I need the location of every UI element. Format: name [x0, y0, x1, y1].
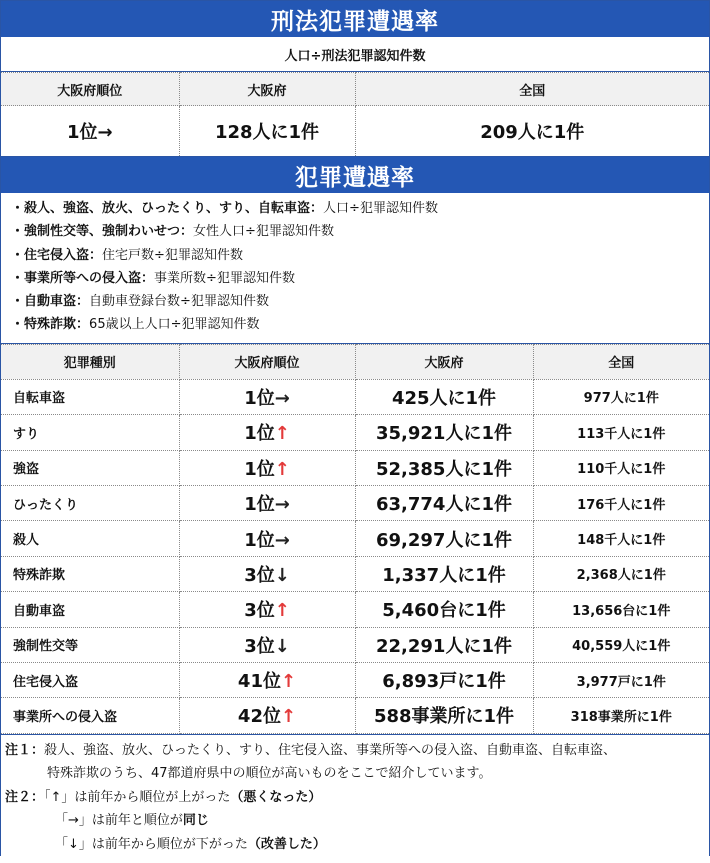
footnotes	[1, 734, 709, 857]
definition-sep: ：	[310, 201, 324, 216]
definition-term: 住宅侵入盗	[24, 247, 90, 263]
section2-title: 犯罪遭遇率	[1, 157, 709, 193]
definition-item	[11, 290, 709, 313]
rank-value: 1位	[244, 423, 275, 445]
osaka-value: 63,774人に1件	[355, 485, 533, 520]
rank-arrow-icon: ↑	[280, 706, 297, 728]
category-cell: すり	[1, 415, 179, 450]
osaka-value: 1,337人に1件	[355, 556, 533, 591]
definition-item	[11, 220, 709, 243]
definition-desc: 住宅戸数÷犯罪認知件数	[102, 247, 243, 263]
table-row	[1, 662, 709, 697]
rank-value: 3位	[244, 635, 275, 657]
osaka-value: 69,297人に1件	[355, 521, 533, 556]
definition-bullet: ・	[11, 270, 25, 286]
national-value: 113千人に1件	[533, 415, 709, 450]
note2-up-text: 「↑」は前年から順位が上がった	[44, 789, 231, 805]
definition-term: 殺人、強盗、放火、ひったくり、すり、自転車盗	[24, 201, 311, 216]
definition-term: 事業所等への侵入盗	[24, 270, 142, 286]
table-row	[1, 592, 709, 627]
header-osaka-rank: 大阪府順位	[1, 73, 179, 106]
note2-flat-text: 「→」は前年と順位が	[55, 813, 183, 829]
definition-desc: 人口÷犯罪認知件数	[323, 201, 438, 216]
rank-cell	[179, 556, 355, 591]
table-row	[1, 415, 709, 450]
osaka-value: 425人に1件	[355, 379, 533, 414]
definition-bullet: ・	[11, 224, 25, 240]
rank-cell	[179, 662, 355, 697]
table-row	[1, 556, 709, 591]
category-cell: ひったくり	[1, 485, 179, 520]
section1-rank: 1位	[66, 122, 98, 143]
rank-cell	[179, 521, 355, 556]
header-national: 全国	[533, 344, 709, 379]
osaka-value: 6,893戸に1件	[355, 662, 533, 697]
definition-term: 自動車盗	[24, 294, 77, 310]
category-cell: 自動車盗	[1, 592, 179, 627]
definition-term: 特殊詐欺	[24, 317, 77, 333]
table-row	[1, 485, 709, 520]
section1-value-row	[1, 106, 709, 157]
table-row	[1, 379, 709, 414]
rank-arrow-icon: ↑	[280, 671, 297, 693]
category-cell: 事業所への侵入盗	[1, 698, 179, 733]
section1-table	[1, 72, 709, 156]
rank-cell	[179, 592, 355, 627]
definition-desc: 自動車登録台数÷犯罪認知件数	[89, 294, 269, 310]
definition-item	[11, 267, 709, 290]
osaka-value: 35,921人に1件	[355, 415, 533, 450]
definition-sep: ：	[76, 317, 90, 333]
rank-cell	[179, 415, 355, 450]
section1-formula: 人口÷刑法犯罪認知件数	[1, 37, 709, 72]
osaka-value: 22,291人に1件	[355, 627, 533, 662]
header-national: 全国	[355, 73, 709, 106]
header-osaka: 大阪府	[179, 73, 355, 106]
osaka-value: 5,460台に1件	[355, 592, 533, 627]
category-cell: 住宅侵入盗	[1, 662, 179, 697]
rank-cell	[179, 450, 355, 485]
category-cell: 強制性交等	[1, 627, 179, 662]
rank-arrow-icon: ↑	[274, 600, 290, 622]
rank-value: 3位	[244, 564, 275, 586]
rank-value: 1位	[244, 494, 275, 516]
osaka-value: 588事業所に1件	[355, 698, 533, 733]
table-row	[1, 627, 709, 662]
category-cell: 殺人	[1, 521, 179, 556]
definition-bullet: ・	[11, 294, 25, 310]
note2-up-bold: （悪くなった）	[230, 789, 322, 805]
definition-sep: ：	[89, 247, 103, 263]
national-value: 148千人に1件	[533, 521, 709, 556]
definition-desc: 65歳以上人口÷犯罪認知件数	[89, 317, 260, 333]
rank-value: 41位	[237, 671, 281, 693]
section1-rank-arrow: →	[97, 122, 113, 143]
section1-national-value: 209人に1件	[355, 106, 709, 157]
note2-label: 注２：	[5, 789, 45, 805]
definition-item	[11, 313, 709, 336]
crime-table-header	[1, 344, 709, 379]
note2-down-bold: （改善した）	[247, 836, 326, 852]
note2-down-text: 「↓」は前年から順位が下がった	[55, 836, 248, 852]
rank-arrow-icon: ↓	[274, 564, 290, 586]
definition-bullet: ・	[11, 317, 25, 333]
definition-desc: 女性人口÷犯罪認知件数	[193, 224, 334, 240]
national-value: 13,656台に1件	[533, 592, 709, 627]
rank-cell	[179, 379, 355, 414]
definition-item	[11, 197, 709, 220]
rank-value: 1位	[244, 387, 275, 409]
rank-arrow-icon: ↓	[274, 635, 290, 657]
note2-flat-bold: 同じ	[182, 813, 209, 829]
section1-osaka-value: 128人に1件	[179, 106, 355, 157]
note1-label: 注１：	[5, 742, 45, 758]
section1-title: 刑法犯罪遭遇率	[1, 1, 709, 37]
definition-bullet: ・	[11, 201, 25, 216]
rank-arrow-icon: →	[274, 387, 290, 409]
rank-arrow-icon: ↑	[274, 423, 290, 445]
rank-value: 3位	[244, 600, 275, 622]
rank-arrow-icon: →	[274, 529, 290, 551]
definition-sep: ：	[180, 224, 194, 240]
national-value: 977人に1件	[533, 379, 709, 414]
rank-cell	[179, 485, 355, 520]
osaka-value: 52,385人に1件	[355, 450, 533, 485]
rank-value: 1位	[244, 529, 275, 551]
national-value: 176千人に1件	[533, 485, 709, 520]
table-row	[1, 450, 709, 485]
national-value: 2,368人に1件	[533, 556, 709, 591]
definition-bullet: ・	[11, 247, 25, 263]
category-cell: 強盗	[1, 450, 179, 485]
definitions-list	[1, 193, 709, 344]
header-osaka-rank: 大阪府順位	[179, 344, 355, 379]
header-category: 犯罪種別	[1, 344, 179, 379]
definition-item	[11, 244, 709, 267]
note1-text-1: 殺人、強盗、放火、ひったくり、すり、住宅侵入盗、事業所等への侵入盗、自動車盗、自転車盗、	[44, 742, 617, 758]
crime-table	[1, 344, 709, 734]
section1-header-row	[1, 73, 709, 106]
category-cell: 自転車盗	[1, 379, 179, 414]
national-value: 40,559人に1件	[533, 627, 709, 662]
definition-sep: ：	[76, 294, 90, 310]
rank-arrow-icon: ↑	[274, 458, 290, 480]
national-value: 318事業所に1件	[533, 698, 709, 733]
table-row	[1, 698, 709, 733]
rank-cell	[179, 698, 355, 733]
table-row	[1, 521, 709, 556]
note1-text-2: 特殊詐欺のうち、47都道府県中の順位が高いものをここで紹介しています。	[47, 766, 492, 782]
rank-cell	[179, 627, 355, 662]
category-cell: 特殊詐欺	[1, 556, 179, 591]
rank-value: 42位	[237, 706, 281, 728]
national-value: 3,977戸に1件	[533, 662, 709, 697]
header-osaka: 大阪府	[355, 344, 533, 379]
definition-desc: 事業所数÷犯罪認知件数	[154, 270, 295, 286]
section1-rank-cell	[1, 106, 179, 157]
rank-arrow-icon: →	[274, 494, 290, 516]
definition-sep: ：	[141, 270, 155, 286]
definition-term: 強制性交等、強制わいせつ	[24, 224, 181, 240]
national-value: 110千人に1件	[533, 450, 709, 485]
rank-value: 1位	[244, 458, 275, 480]
